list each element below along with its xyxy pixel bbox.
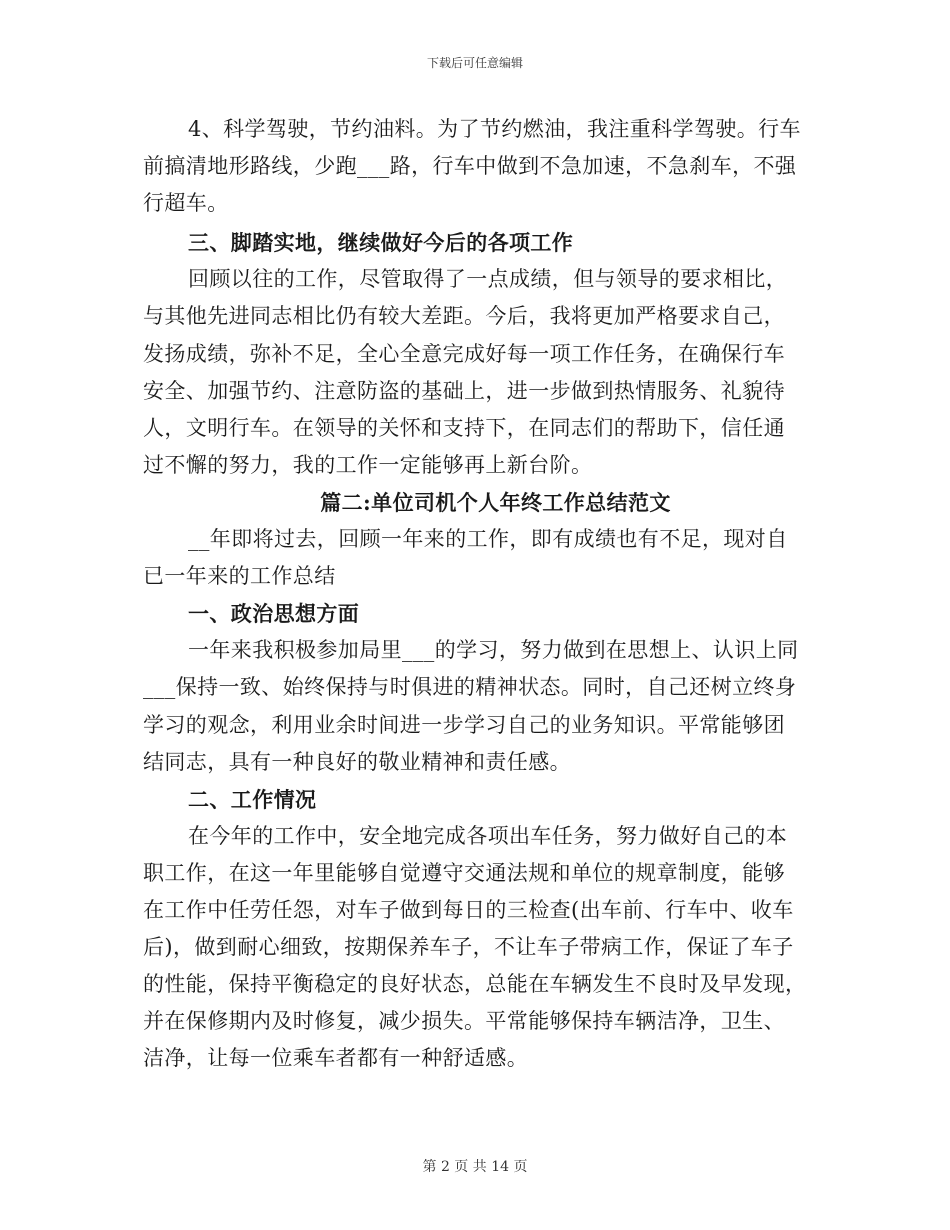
paragraph-line: 已一年来的工作总结 [143,564,336,589]
paragraph-line: 安全、加强节约、注意防盗的基础上，进一步做到热情服务、礼貌待 [143,378,785,403]
paragraph-line: 回顾以往的工作，尽管取得了一点成绩，但与领导的要求相比， [188,267,788,292]
paragraph-line: 后)，做到耐心细致，按期保养车子，不让车子带病工作，保证了车子 [143,935,794,960]
paragraph-line: 发扬成绩，弥补不足，全心全意完成好每一项工作任务，在确保行车 [143,341,785,366]
document-body [143,111,808,1077]
paragraph-line: 结同志，具有一种良好的敬业精神和责任感。 [143,749,571,774]
paragraph-line: 在今年的工作中，安全地完成各项出车任务，努力做好自己的本 [188,823,788,848]
page-footer: 第 2 页 共 14 页 [422,1159,528,1175]
paragraph-line: 学习的观念，利用业余时间进一步学习自己的业务知识。平常能够团 [143,712,785,737]
paragraph-line: 职工作，在这一年里能够自觉遵守交通法规和单位的规章制度，能够 [143,860,785,885]
section-heading: 一、政治思想方面 [188,601,360,627]
paragraph-line: 4、科学驾驶，节约油料。为了节约燃油，我注重科学驾驶。行车 [188,117,801,141]
paragraph-line: 并在保修期内及时修复，减少损失。平常能够保持车辆洁净，卫生、 [143,1009,785,1034]
section-heading: 二、工作情况 [188,786,317,812]
paragraph-line: 行超车。 [143,191,229,216]
paragraph-line: 一年来我积极参加局里___的学习，努力做到在思想上、认识上同 [188,638,799,663]
paragraph-line: 与其他先进同志相比仍有较大差距。今后，我将更加严格要求自己， [143,304,785,329]
article-title: 篇二:单位司机个人年终工作总结范文 [320,489,671,515]
page-header: 下载后可任意编辑 [426,56,523,70]
section-heading: 三、脚踏实地，继续做好今后的各项工作 [188,230,574,256]
paragraph-line: ___保持一致、始终保持与时俱进的精神状态。同时，自己还树立终身 [143,675,797,700]
paragraph-line: 过不懈的努力，我的工作一定能够再上新台阶。 [143,452,593,477]
paragraph-line: 前搞清地形路线，少跑___路，行车中做到不急加速，不急刹车，不强 [143,154,797,179]
paragraph-line: 洁净，让每一位乘车者都有一种舒适感。 [143,1046,529,1071]
paragraph-line: 的性能，保持平衡稳定的良好状态，总能在车辆发生不良时及早发现， [143,972,807,997]
paragraph-line: 人，文明行车。在领导的关怀和支持下，在同志们的帮助下，信任通 [143,415,785,440]
paragraph-line: 在工作中任劳任怨，对车子做到每日的三检查(出车前、行车中、收车 [143,897,794,922]
paragraph-line: __年即将过去，回顾一年来的工作，即有成绩也有不足，现对自 [188,527,788,552]
